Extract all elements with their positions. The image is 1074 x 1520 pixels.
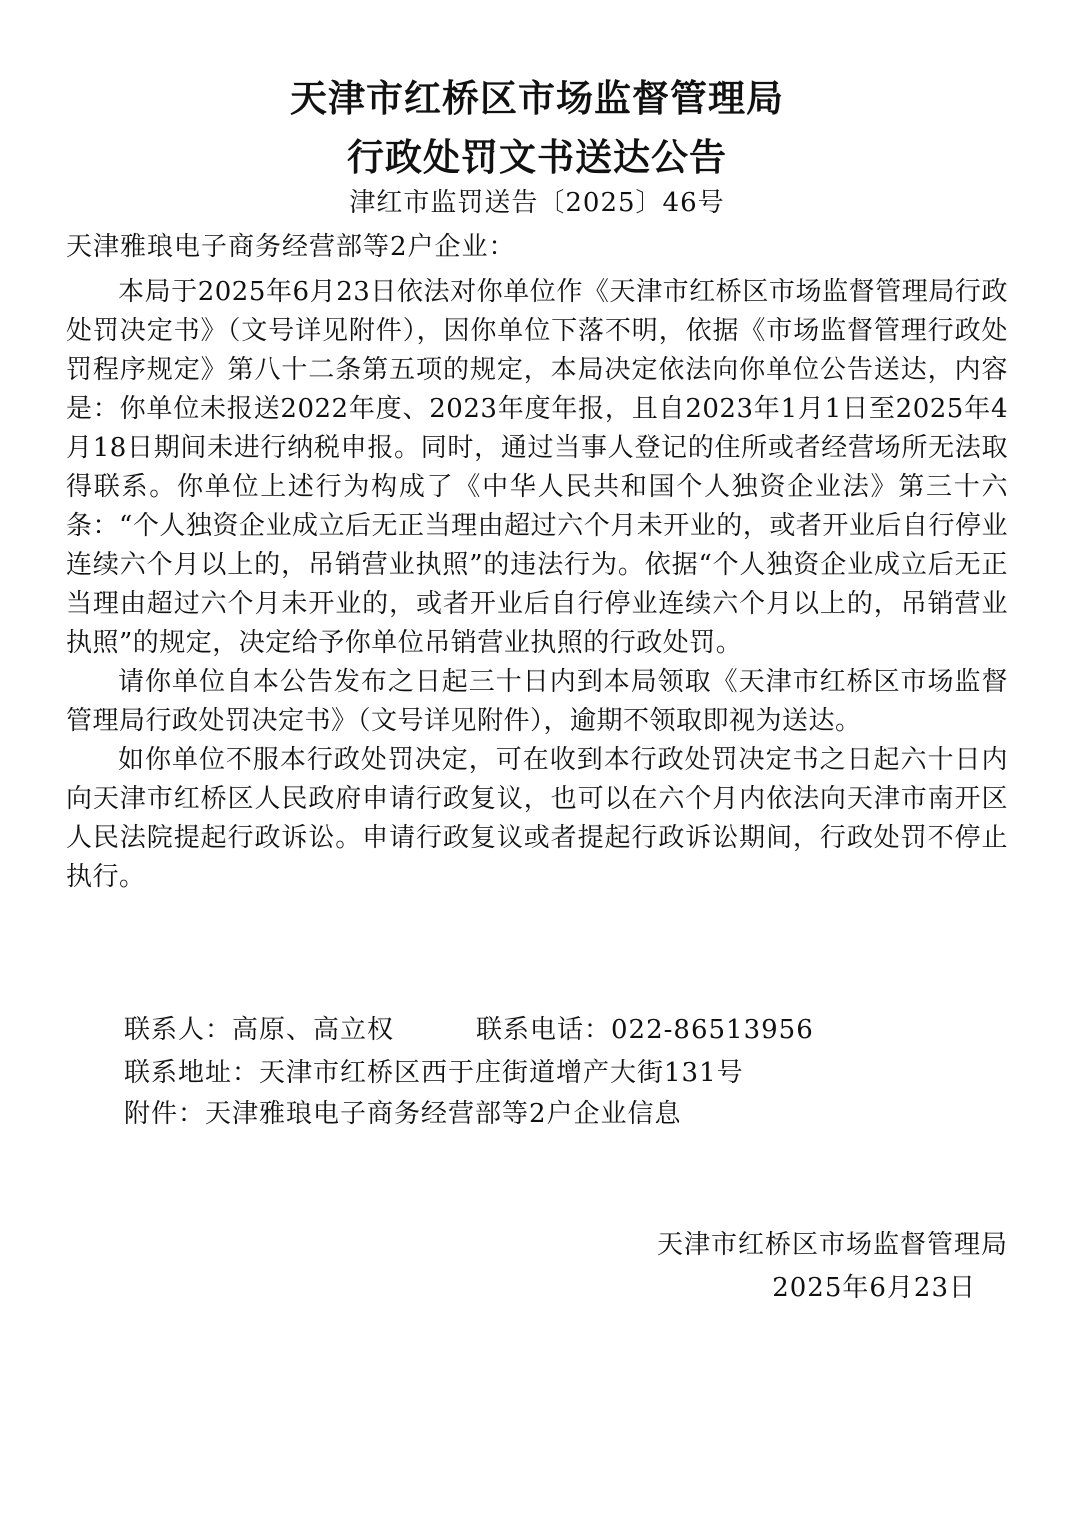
document-title-line1: 天津市红桥区市场监督管理局 — [290, 77, 784, 120]
document-title-line2: 行政处罚文书送达公告 — [347, 136, 727, 179]
notice-body — [66, 273, 1008, 897]
recipient-line: 天津雅琅电子商务经营部等2户企业： — [66, 232, 516, 262]
attachment-line: 附件：天津雅琅电子商务经营部等2户企业信息 — [124, 1099, 682, 1129]
document-number: 津红市监罚送告〔2025〕46号 — [349, 188, 725, 218]
contact-person: 联系人：高原、高立权 — [124, 1015, 395, 1045]
paragraph-appeal: 如你单位不服本行政处罚决定，可在收到本行政处罚决定书之日起六十日内向天津市红桥区人民政府申请行政复议，也可以在六个月内依法向天津市南开区人民法院提起行政诉讼。申请行政复议或者提起行政诉讼期间，行政处罚不停止执行。 — [66, 745, 1008, 892]
contact-line — [124, 1017, 814, 1043]
contact-address: 联系地址：天津市红桥区西于庄街道增产大街131号 — [124, 1058, 744, 1088]
signature-organization: 天津市红桥区市场监督管理局 — [656, 1230, 1008, 1260]
paragraph-decision: 本局于2025年6月23日依法对你单位作《天津市红桥区市场监督管理局行政处罚决定书》（文号详见附件），因你单位下落不明，依据《市场监督管理行政处罚程序规定》第八十二条第五项的规定，本局决定依法向你单位公告送达，内容是：你单位未报送2022年度、2023年度年报，且自2023年1月1日至2025年4月18日期间未进行纳税申报。同时，通过当事人登记的住所或者经营场所无法取得联系。你单位上述行为构成了《中华人民共和国个人独资企业法》第三十六条：“个人独资企业成立后无正当理由超过六个月未开业的，或者开业后自行停业连续六个月以上的，吊销营业执照”的违法行为。依据“个人独资企业成立后无正当理由超过六个月未开业的，或者开业后自行停业连续六个月以上的，吊销营业执照”的规定，决定给予你单位吊销营业执照的行政处罚。 — [66, 277, 1008, 658]
signature-date: 2025年6月23日 — [772, 1273, 976, 1303]
contact-phone: 联系电话：022-86513956 — [476, 1015, 814, 1045]
paragraph-collection: 请你单位自本公告发布之日起三十日内到本局领取《天津市红桥区市场监督管理局行政处罚决定书》（文号详见附件），逾期不领取即视为送达。 — [66, 667, 1008, 736]
